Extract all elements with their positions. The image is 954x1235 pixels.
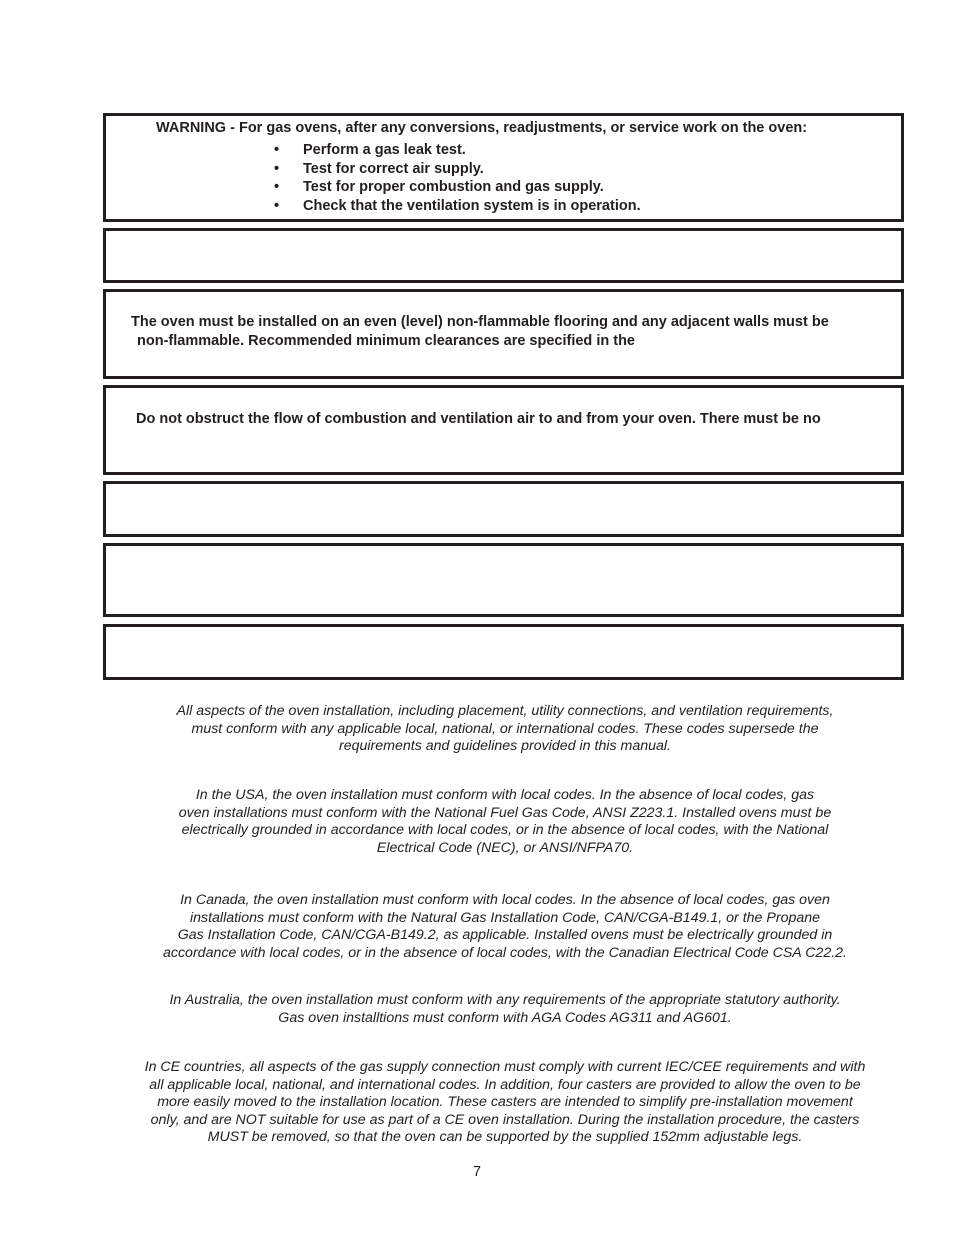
- paragraph-line: Gas Installation Code, CAN/CGA-B149.2, as applicable. Installed ovens must be electrically grounded in: [177, 927, 833, 944]
- paragraph-line: In Canada, the oven installation must conform with local codes. In the absence of local codes, gas oven: [180, 892, 830, 908]
- paragraph-line: requirements and guidelines provided in this manual.: [338, 738, 672, 755]
- paragraph-line: In the USA, the oven installation must conform with local codes. In the absence of local codes, gas: [195, 787, 815, 803]
- airflow-box: [103, 385, 904, 475]
- warning-bullet-list: [274, 141, 641, 216]
- paragraph-line: In Australia, the oven installation must conform with any requirements of the appropriate statutory authority.: [169, 992, 841, 1008]
- paragraph-line: all applicable local, national, and international codes. In addition, four casters are provided to allow the oven to be: [149, 1076, 861, 1093]
- warning-heading: WARNING - For gas ovens, after any conversions, readjustments, or service work on the oven:: [156, 120, 808, 136]
- empty-box-1: [103, 228, 904, 283]
- usa-codes-paragraph: [110, 787, 900, 857]
- canada-codes-paragraph: [110, 892, 900, 962]
- bullet-icon: •: [274, 160, 280, 177]
- flooring-text-line1: The oven must be installed on an even (level) non-flammable flooring and any adjacent walls must be: [131, 314, 829, 330]
- bullet-text: Check that the ventilation system is in operation.: [303, 198, 641, 215]
- paragraph-line: In CE countries, all aspects of the gas supply connection must comply with current IEC/CEE requirements and with: [144, 1059, 866, 1075]
- bullet-icon: •: [274, 142, 280, 158]
- paragraph-line: MUST be removed, so that the oven can be supported by the supplied 152mm adjustable legs.: [207, 1129, 803, 1146]
- airflow-text-line1: Do not obstruct the flow of combustion and ventilation air to and from your oven. There must be no: [136, 411, 821, 427]
- list-item: [274, 178, 641, 197]
- general-codes-paragraph: [110, 703, 900, 756]
- paragraph-line: must conform with any applicable local, national, or international codes. These codes supersede the: [191, 720, 819, 737]
- bullet-icon: •: [274, 179, 280, 196]
- paragraph-line: electrically grounded in accordance with local codes, or in the absence of local codes, with the National: [181, 822, 829, 839]
- list-item: [274, 197, 641, 216]
- bullet-icon: •: [274, 198, 280, 215]
- bullet-text: Test for correct air supply.: [303, 160, 484, 177]
- flooring-text-line2: non-flammable. Recommended minimum clearances are specified in the: [137, 333, 635, 349]
- page-number: 7: [472, 1164, 482, 1180]
- paragraph-line: oven installations must conform with the National Fuel Gas Code, ANSI Z223.1. Installed ovens must be: [178, 804, 832, 821]
- paragraph-line: All aspects of the oven installation, including placement, utility connections, and ventilation requirements,: [176, 703, 834, 719]
- paragraph-line: Electrical Code (NEC), or ANSI/NFPA70.: [376, 839, 634, 856]
- empty-box-2: [103, 481, 904, 537]
- australia-codes-paragraph: [110, 992, 900, 1027]
- list-item: [274, 160, 641, 179]
- paragraph-line: Gas oven installtions must conform with AGA Codes AG311 and AG601.: [278, 1009, 732, 1026]
- paragraph-line: only, and are NOT suitable for use as part of a CE oven installation. During the installation procedure, the casters: [150, 1111, 860, 1128]
- empty-box-3: [103, 543, 904, 617]
- paragraph-line: more easily moved to the installation location. These casters are intended to simplify pre-installation movement: [157, 1094, 853, 1111]
- flooring-box: [103, 289, 904, 379]
- ce-codes-paragraph: [110, 1059, 900, 1147]
- empty-box-4: [103, 624, 904, 680]
- list-item: [274, 141, 641, 160]
- bullet-text: Perform a gas leak test.: [303, 142, 466, 158]
- warning-box: [103, 113, 904, 222]
- bullet-text: Test for proper combustion and gas supply.: [303, 179, 604, 196]
- paragraph-line: accordance with local codes, or in the absence of local codes, with the Canadian Electrical Code CSA C22.2.: [162, 944, 847, 961]
- paragraph-line: installations must conform with the Natural Gas Installation Code, CAN/CGA-B149.1, or the Propane: [189, 909, 821, 926]
